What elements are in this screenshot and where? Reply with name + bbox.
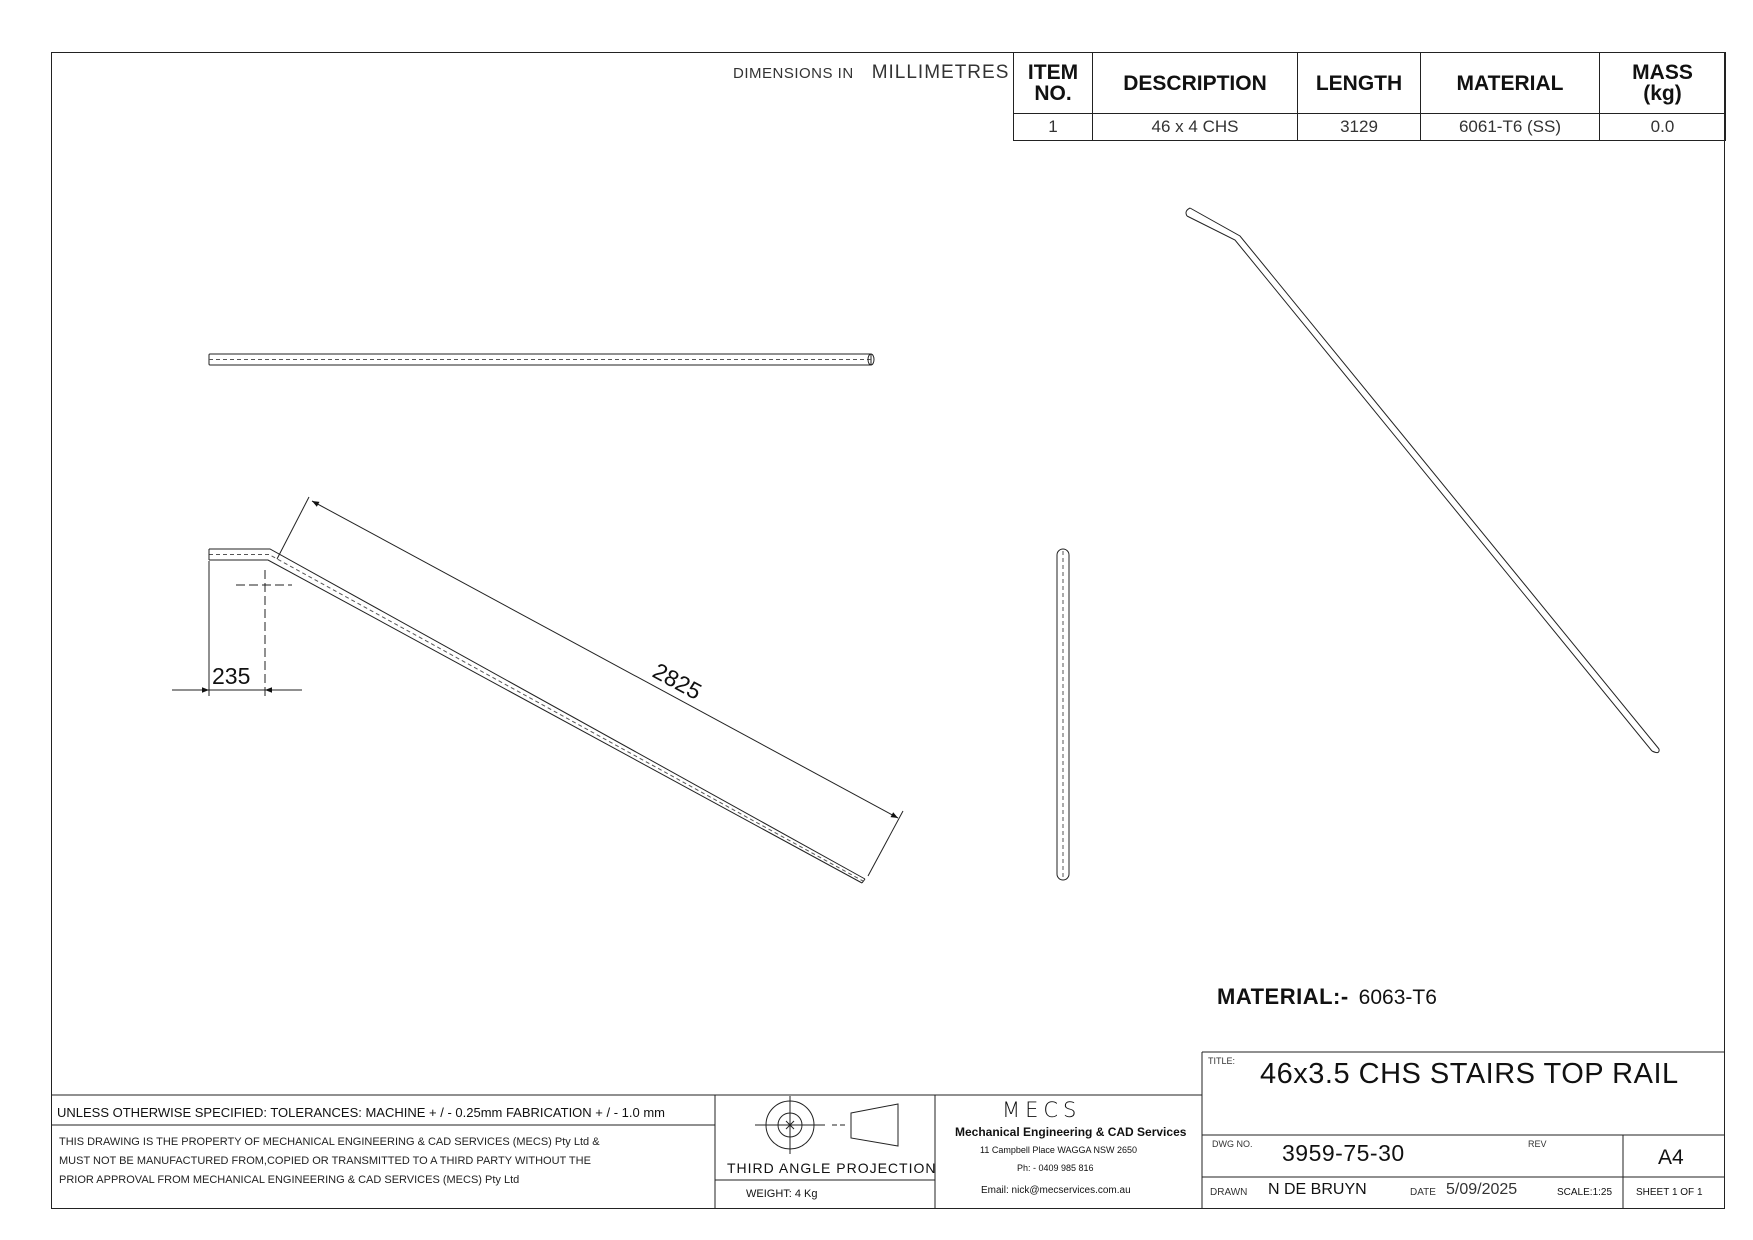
drawing-number: 3959-75-30 [1282,1140,1405,1166]
material-note-value: 6063-T6 [1358,986,1437,1009]
rev-label: REV [1528,1139,1547,1149]
projection-label: THIRD ANGLE PROJECTION [727,1160,937,1176]
header-length: LENGTH [1298,53,1421,114]
third-angle-projection-icon [755,1096,898,1154]
isometric-view-rail [1186,208,1659,753]
cell-item: 1 [1014,114,1093,141]
drawn-by: N DE BRUYN [1268,1181,1367,1198]
drawn-label: DRAWN [1210,1187,1248,1198]
property-line-2: MUST NOT BE MANUFACTURED FROM,COPIED OR TRANSMITTED TO A THIRD PARTY WITHOUT THE [59,1155,591,1167]
top-view-rail [209,354,874,365]
cell-length: 3129 [1298,114,1421,141]
cell-mass: 0.0 [1600,114,1726,141]
weight-label: WEIGHT: 4 Kg [746,1188,818,1200]
drawing-title: 46x3.5 CHS STAIRS TOP RAIL [1260,1058,1679,1090]
cell-description: 46 x 4 CHS [1093,114,1298,141]
property-notice [59,1133,699,1190]
dimension-length [277,497,903,876]
dimensions-unit: MILLIMETRES [871,62,1010,83]
header-mass: MASS (kg) [1600,53,1726,114]
dimensions-label: DIMENSIONS IN [733,65,854,82]
company-name: Mechanical Engineering & CAD Services [955,1125,1187,1139]
cell-material: 6061-T6 (SS) [1421,114,1600,141]
property-line-1: THIS DRAWING IS THE PROPERTY OF MECHANICAL ENGINEERING & CAD SERVICES (MECS) Pty Ltd & [59,1136,600,1148]
company-email: Email: nick@mecservices.com.au [981,1185,1131,1196]
drawing-date: 5/09/2025 [1446,1181,1518,1198]
header-item-no: ITEM NO. [1014,53,1093,114]
dimension-length-label: 2825 [648,657,707,705]
sheet-label: SHEET 1 OF 1 [1636,1187,1703,1198]
material-note-label: MATERIAL:- [1217,984,1349,1009]
property-line-3: PRIOR APPROVAL FROM MECHANICAL ENGINEERING & CAD SERVICES (MECS) Pty Ltd [59,1174,520,1186]
front-view-rail [209,549,865,883]
company-address: 11 Campbell Place WAGGA NSW 2650 [980,1145,1138,1155]
scale-label: SCALE:1:25 [1557,1187,1613,1198]
title-label: TITLE: [1208,1056,1236,1066]
company-logo: MECS [1002,1098,1082,1122]
header-description: DESCRIPTION [1093,53,1298,114]
dwg-no-label: DWG NO. [1212,1139,1253,1149]
company-phone: Ph: - 0409 985 816 [1017,1163,1094,1173]
tolerances-note: UNLESS OTHERWISE SPECIFIED: TOLERANCES: MACHINE + / - 0.25mm FABRICATION + / - 1.0 mm [57,1105,665,1120]
material-note [1217,984,1437,1010]
date-label: DATE [1410,1187,1436,1198]
sheet-size: A4 [1658,1146,1684,1169]
end-view-rail [1057,549,1069,880]
header-material: MATERIAL [1421,53,1600,114]
dimension-offset-label: 235 [212,663,251,689]
